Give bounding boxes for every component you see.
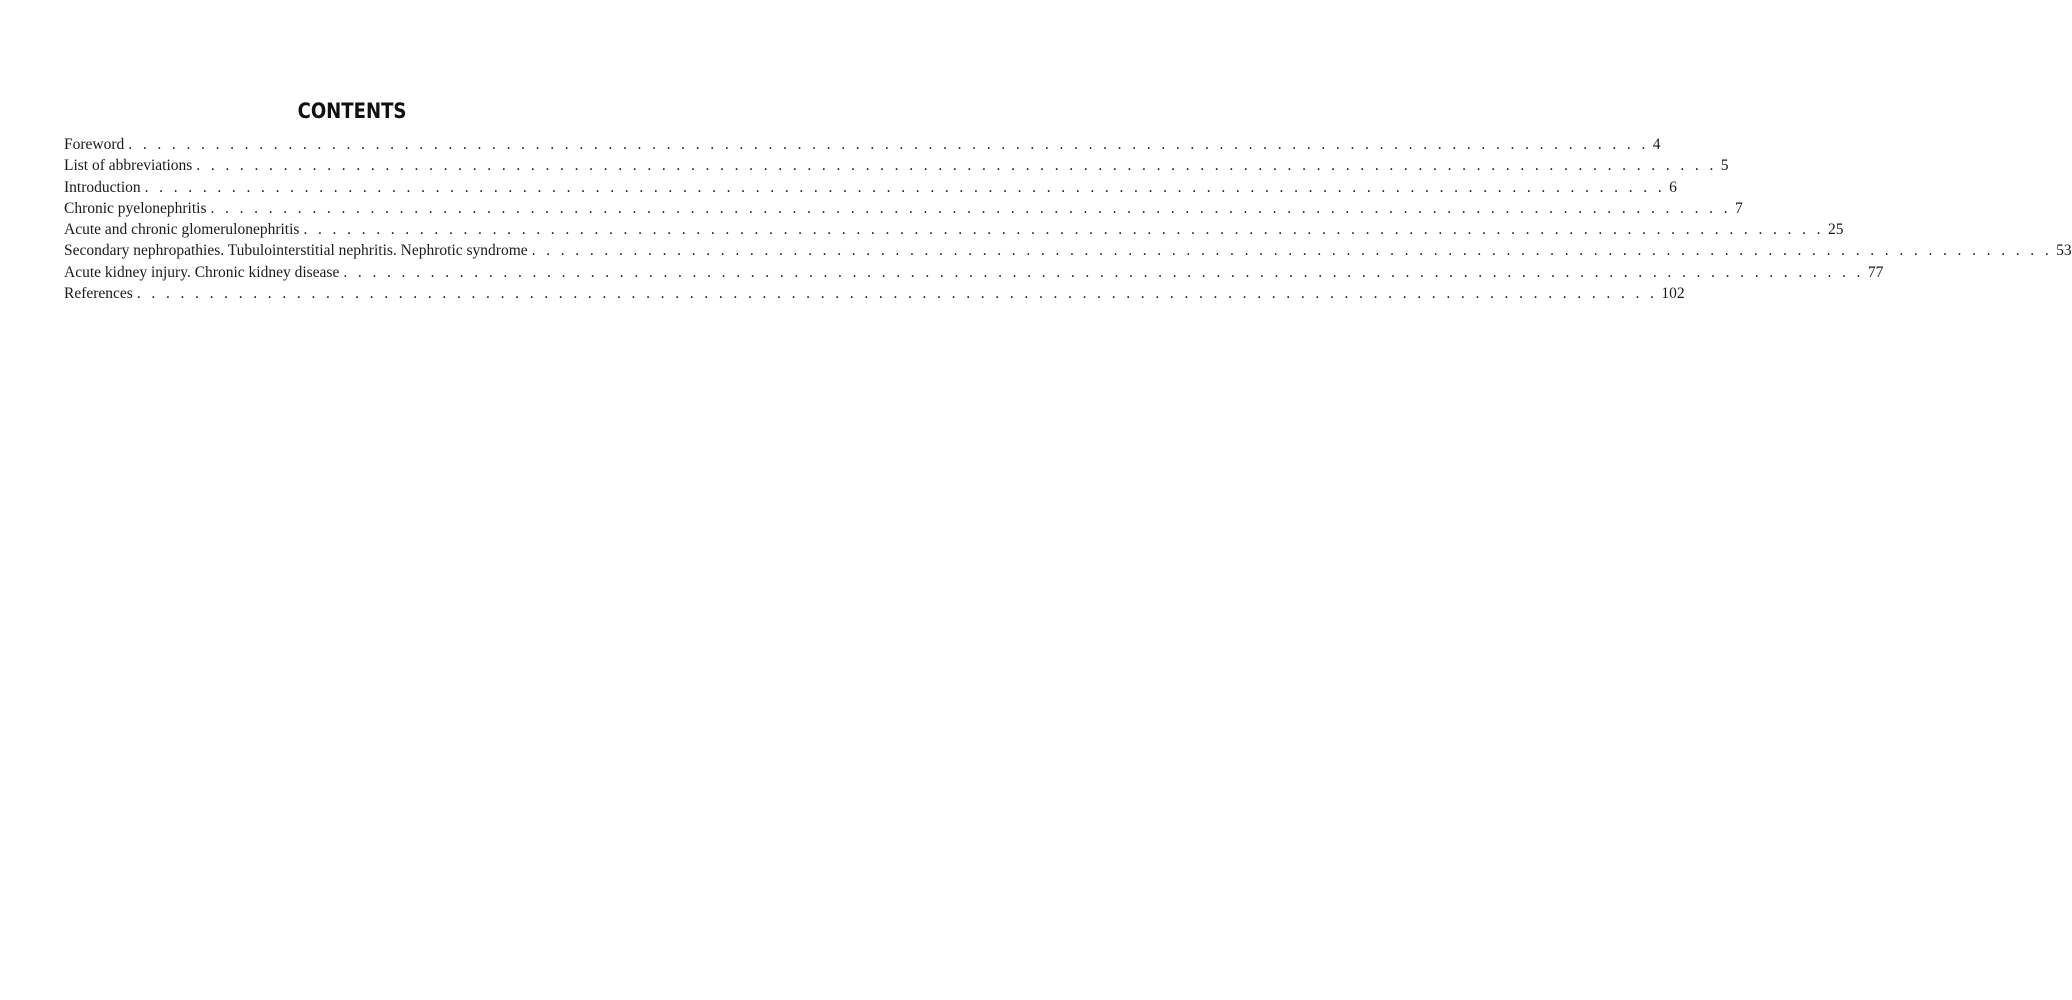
toc-entry-references <box>64 283 1685 304</box>
toc-entry-title: Acute kidney injury. Chronic kidney disease <box>64 263 340 281</box>
toc-entry-page-number: 25 <box>1827 221 1844 239</box>
dot-leader: . . . . . . . . . . . . . . . . . . . . . . . . . . . . . . . . . . . . . . . . . . . . . . . . . . . . . . . . . . . . . . . . . . . . . . . . . . . . . . . . . . . . . . . . . . . . . . . . . . . . . . . . . <box>144 178 1666 196</box>
toc-entry-title: List of abbreviations <box>64 157 193 175</box>
toc-heading: CONTENTS <box>297 99 407 123</box>
toc-entry-page-number: 6 <box>1669 178 1677 196</box>
toc-entry-page-number: 7 <box>1734 199 1743 217</box>
toc-entry-title: Introduction <box>64 178 141 196</box>
toc-entry-kidney-injury-disease <box>64 262 1884 283</box>
toc-entry-page-number: 5 <box>1720 157 1729 175</box>
table-of-contents <box>64 134 2072 304</box>
toc-entry-secondary-nephropathies <box>64 240 2072 261</box>
toc-entry-title: Secondary nephropathies. Tubulointerstitial nephritis. Nephrotic syndrome <box>64 242 528 260</box>
toc-entry-title: Chronic pyelonephritis <box>64 199 207 217</box>
toc-entry-introduction <box>64 177 1677 198</box>
dot-leader: . . . . . . . . . . . . . . . . . . . . . . . . . . . . . . . . . . . . . . . . . . . . . . . . . . . . . . . . . . . . . . . . . . . . . . . . . . . . . . . . . . . . . . . . . . . . . . . . . . . . . . . . . <box>303 221 1824 239</box>
toc-entry-glomerulonephritis <box>64 219 1844 240</box>
toc-entry-title: Acute and chronic glomerulonephritis <box>64 221 300 239</box>
toc-entry-title: References <box>64 285 133 303</box>
toc-entry-page-number: 53 <box>2056 242 2072 260</box>
toc-entry-page-number: 4 <box>1652 136 1661 153</box>
dot-leader: . . . . . . . . . . . . . . . . . . . . . . . . . . . . . . . . . . . . . . . . . . . . . . . . . . . . . . . . . . . . . . . . . . . . . . . . . . . . . . . . . . . . . . . . . . . . . . . . . . . . . . . . . <box>531 242 2053 260</box>
dot-leader: . . . . . . . . . . . . . . . . . . . . . . . . . . . . . . . . . . . . . . . . . . . . . . . . . . . . . . . . . . . . . . . . . . . . . . . . . . . . . . . . . . . . . . . . . . . . . . . . . . . . . . . . . <box>136 285 1658 303</box>
dot-leader: . . . . . . . . . . . . . . . . . . . . . . . . . . . . . . . . . . . . . . . . . . . . . . . . . . . . . . . . . . . . . . . . . . . . . . . . . . . . . . . . . . . . . . . . . . . . . . . . . . . . . . . . . <box>128 136 1649 153</box>
toc-entry-page-number: 77 <box>1867 263 1884 281</box>
toc-entry-foreword <box>64 134 1661 155</box>
toc-entry-list-of-abbreviations <box>64 155 1729 176</box>
dot-leader: . . . . . . . . . . . . . . . . . . . . . . . . . . . . . . . . . . . . . . . . . . . . . . . . . . . . . . . . . . . . . . . . . . . . . . . . . . . . . . . . . . . . . . . . . . . . . . . . . . . . . . . . . <box>210 199 1731 217</box>
toc-entry-page-number: 102 <box>1661 285 1685 303</box>
toc-entry-title: Foreword <box>64 136 125 153</box>
dot-leader: . . . . . . . . . . . . . . . . . . . . . . . . . . . . . . . . . . . . . . . . . . . . . . . . . . . . . . . . . . . . . . . . . . . . . . . . . . . . . . . . . . . . . . . . . . . . . . . . . . . . . . . . . <box>196 157 1717 175</box>
toc-entry-chronic-pyelonephritis <box>64 198 1743 219</box>
dot-leader: . . . . . . . . . . . . . . . . . . . . . . . . . . . . . . . . . . . . . . . . . . . . . . . . . . . . . . . . . . . . . . . . . . . . . . . . . . . . . . . . . . . . . . . . . . . . . . . . . . . . . . . . . <box>343 263 1864 281</box>
